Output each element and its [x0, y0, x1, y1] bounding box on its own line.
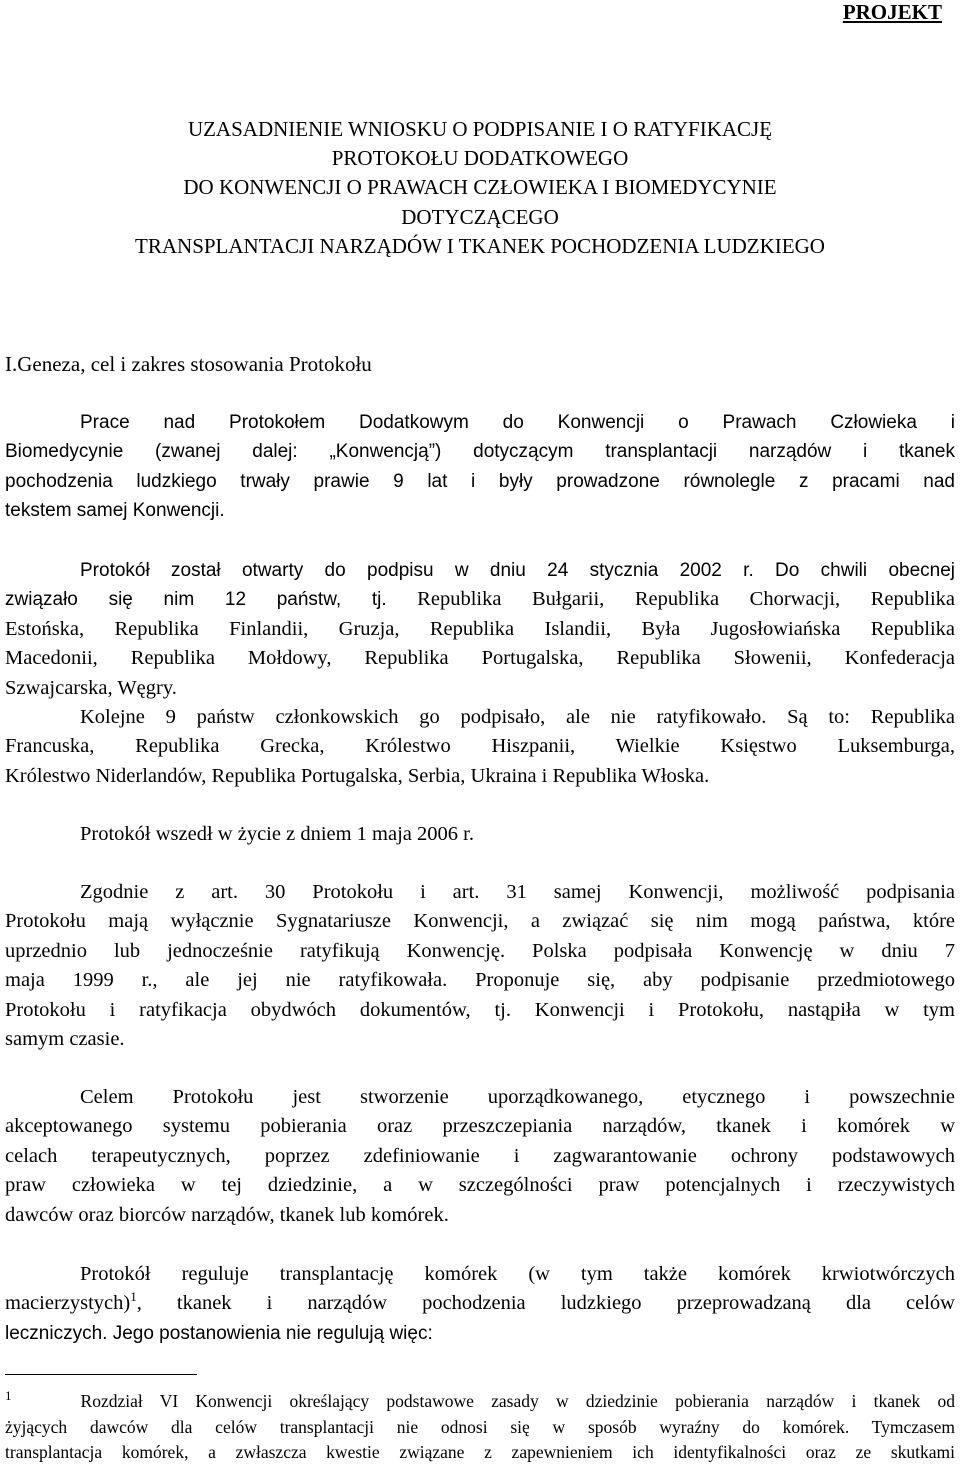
paragraph-protocol-goal	[5, 1083, 955, 1230]
paragraph-text: , tkanek i narządów pochodzenia ludzkiego przeprowadzaną dla celów	[136, 1292, 955, 1315]
paragraph-line: Macedonii, Republika Mołdowy, Republika Portugalska, Republika Słowenii, Konfederacja	[5, 647, 955, 670]
paragraph-line: akceptowanego systemu pobierania oraz przeszczepiania narządów, tkanek i komórek w	[5, 1115, 955, 1138]
paragraph-non-ratified	[5, 703, 955, 791]
title-line: DOTYCZĄCEGO	[401, 204, 559, 229]
paragraph-line: Królestwo Niderlandów, Republika Portugalska, Serbia, Ukraina i Republika Włoska.	[5, 764, 710, 787]
paragraph-line: Protokół wszedł w życie z dniem 1 maja 2006 r.	[80, 823, 474, 845]
footnote-line: transplantacja komórek, a zwłaszcza kwestie związane z zapewnieniem ich identyfikalności oraz ze skutkami	[5, 1442, 955, 1462]
footnote-text: Rozdział VI Konwencji określający podstawowe zasady w dziedzinie pobierania narządów i tkanek od	[80, 1391, 955, 1411]
paragraph-text: Republika Bułgarii, Republika Chorwacji, Republika	[386, 588, 955, 611]
paragraph-line: Zgodnie z art. 30 Protokołu i art. 31 samej Konwencji, możliwość podpisania	[80, 881, 955, 903]
paragraph-work-history	[5, 408, 955, 526]
paragraph-line: Szwajcarska, Węgry.	[5, 676, 177, 699]
paragraph-line: celach terapeutycznych, poprzez zdefiniowanie i zagwarantowanie ochrony podstawowych	[5, 1144, 955, 1167]
paragraph-line: uprzednio lub jednocześnie ratyfikują Konwencję. Polska podpisała Konwencję w dniu 7	[5, 939, 955, 962]
paragraph-line: Prace nad Protokołem Dodatkowym do Konwencji o Prawach Człowieka i	[80, 412, 955, 433]
paragraph-scope	[5, 1260, 955, 1348]
paragraph-line	[5, 1289, 955, 1318]
paragraph-line: maja 1999 r., ale jej nie ratyfikowała. Proponuje się, aby podpisanie przedmiotowego	[5, 969, 955, 992]
title-line: TRANSPLANTACJI NARZĄDÓW I TKANEK POCHODZENIA LUDZKIEGO	[135, 233, 825, 258]
section-heading: I.Geneza, cel i zakres stosowania Protokołu	[5, 352, 372, 376]
title-line: DO KONWENCJI O PRAWACH CZŁOWIEKA I BIOMEDYCYNIE	[183, 175, 777, 200]
footnote-line	[5, 1389, 955, 1415]
footnote	[5, 1389, 955, 1466]
paragraph-line: praw człowieka w tej dziedzinie, a w szczególności praw potencjalnych i rzeczywistych	[5, 1174, 955, 1197]
footnote-reference[interactable]: 1	[130, 1289, 137, 1305]
paragraph-line: Protokołu mają wyłącznie Sygnatariusze Konwencji, a związać się nim mogą państwa, które	[5, 910, 955, 933]
footnote-marker: 1	[5, 1388, 12, 1404]
paragraph-line: Protokół reguluje transplantację komórek (w tym także komórek krwiotwórczych	[80, 1263, 955, 1285]
title-line: UZASADNIENIE WNIOSKU O PODPISANIE I O RATYFIKACJĘ	[187, 117, 773, 141]
document-title	[0, 115, 960, 261]
paragraph-line: dawców oraz biorców narządów, tkanek lub komórek.	[5, 1203, 449, 1226]
paragraph-line: tekstem samej Konwencji.	[5, 500, 225, 522]
paragraph-line	[5, 585, 955, 614]
paragraph-line: Protokół został otwarty do podpisu w dniu 24 stycznia 2002 r. Do chwili obecnej	[80, 560, 955, 581]
paragraph-line: samym czasie.	[5, 1028, 125, 1051]
paragraph-text: macierzystych)	[5, 1292, 131, 1315]
paragraph-line: Protokołu i ratyfikacja obydwóch dokumentów, tj. Konwencji i Protokołu, nastąpiła w tym	[5, 998, 955, 1021]
paragraph-line: Biomedycynie (zwanej dalej: „Konwencją”) dotyczącym transplantacji narządów i tkanek	[5, 441, 955, 463]
paragraph-signing-rules	[5, 878, 955, 1054]
paragraph-signatories	[5, 556, 955, 703]
paragraph-line: Celem Protokołu jest stworzenie uporządkowanego, etycznego i powszechnie	[80, 1086, 955, 1108]
title-line: PROTOKOŁU DODATKOWEGO	[331, 146, 629, 171]
footnote-line: żyjących dawców dla celów transplantacji nie odnosi się w sposób wyraźny do komórek. Tymczasem	[5, 1416, 955, 1437]
paragraph-line: leczniczych. Jego postanowienia nie regulują więc:	[5, 1322, 433, 1344]
paragraph-line: Estońska, Republika Finlandii, Gruzja, Republika Islandii, Była Jugosłowiańska Republika	[5, 617, 955, 640]
paragraph-line: pochodzenia ludzkiego trwały prawie 9 lat i były prowadzone równolegle z pracami nad	[5, 470, 955, 492]
paragraph-line: Francuska, Republika Grecka, Królestwo Hiszpanii, Wielkie Księstwo Luksemburga,	[5, 735, 955, 758]
paragraph-entry-into-force	[5, 820, 955, 849]
paragraph-text: związało się nim 12 państw, tj.	[5, 589, 387, 611]
projekt-stamp: PROJEKT	[842, 0, 942, 24]
footnote-separator	[5, 1374, 197, 1375]
paragraph-line: Kolejne 9 państw członkowskich go podpisało, ale nie ratyfikowało. Są to: Republika	[80, 706, 955, 728]
